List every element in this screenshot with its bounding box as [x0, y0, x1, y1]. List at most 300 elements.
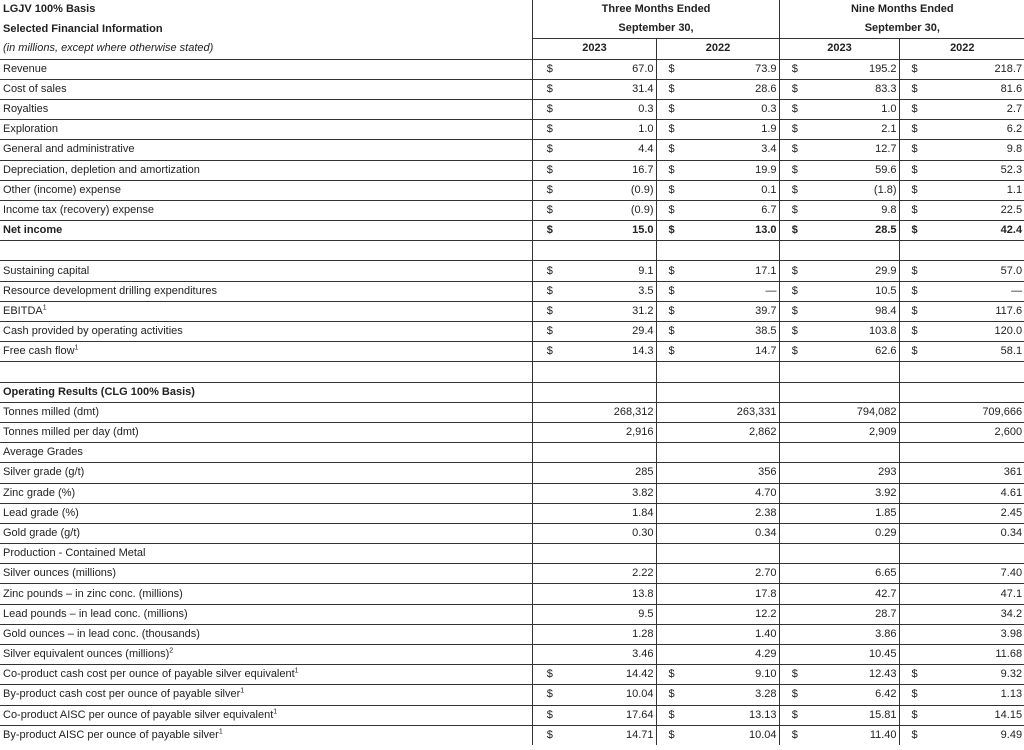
- currency-symbol: [656, 645, 686, 665]
- currency-symbol: [656, 523, 686, 543]
- currency-symbol: $: [899, 160, 929, 180]
- currency-symbol: [779, 564, 809, 584]
- value-q-2022: 1.9: [686, 120, 779, 140]
- table-row: [0, 382, 1024, 402]
- value-ytd-2022: 58.1: [929, 342, 1024, 362]
- value-q-2022: 356: [686, 463, 779, 483]
- three-months-period: September 30,: [532, 19, 779, 39]
- value-q-2023: 29.4: [566, 322, 656, 342]
- currency-symbol: $: [656, 301, 686, 321]
- value-q-2023: 3.46: [566, 645, 656, 665]
- currency-symbol: $: [899, 301, 929, 321]
- value-ytd-2023: 293: [809, 463, 899, 483]
- value-ytd-2022: 22.5: [929, 200, 1024, 220]
- currency-symbol: [899, 443, 929, 463]
- currency-symbol: [899, 624, 929, 644]
- value-q-2022: 4.70: [686, 483, 779, 503]
- currency-symbol: [532, 564, 566, 584]
- value-ytd-2023: 3.92: [809, 483, 899, 503]
- currency-symbol: $: [899, 705, 929, 725]
- row-label: By-product cash cost per ounce of payable silver$^1$: [0, 685, 532, 705]
- nine-months-period: September 30,: [779, 19, 1024, 39]
- q-2022-header: 2022: [656, 39, 779, 59]
- currency-symbol: [656, 604, 686, 624]
- currency-symbol: $: [899, 99, 929, 119]
- value-ytd-2022: 34.2: [929, 604, 1024, 624]
- row-label: Tonnes milled per day (dmt): [0, 422, 532, 442]
- value-q-2023: [566, 544, 656, 564]
- currency-symbol: [899, 564, 929, 584]
- currency-symbol: $: [532, 59, 566, 79]
- currency-symbol: $: [779, 322, 809, 342]
- value-q-2022: 38.5: [686, 322, 779, 342]
- currency-symbol: [532, 443, 566, 463]
- row-label: Production - Contained Metal: [0, 544, 532, 564]
- currency-symbol: $: [656, 140, 686, 160]
- currency-symbol: $: [779, 140, 809, 160]
- value-q-2022: 39.7: [686, 301, 779, 321]
- spacer-row: [0, 362, 1024, 382]
- currency-symbol: $: [779, 180, 809, 200]
- row-label: Cash provided by operating activities: [0, 322, 532, 342]
- currency-symbol: [899, 422, 929, 442]
- table-row: [0, 645, 1024, 665]
- value-q-2023: 17.64: [566, 705, 656, 725]
- currency-symbol: $: [656, 725, 686, 745]
- currency-symbol: $: [899, 342, 929, 362]
- currency-symbol: $: [532, 301, 566, 321]
- row-label: Exploration: [0, 120, 532, 140]
- footnote-marker: 1: [294, 667, 299, 675]
- currency-symbol: [779, 523, 809, 543]
- currency-symbol: [899, 402, 929, 422]
- currency-symbol: [779, 483, 809, 503]
- currency-symbol: [656, 544, 686, 564]
- value-ytd-2023: 42.7: [809, 584, 899, 604]
- value-ytd-2023: 0.29: [809, 523, 899, 543]
- value-ytd-2023: [809, 443, 899, 463]
- currency-symbol: [779, 463, 809, 483]
- currency-symbol: [656, 503, 686, 523]
- value-q-2023: 3.82: [566, 483, 656, 503]
- currency-symbol: [899, 544, 929, 564]
- value-q-2022: 0.3: [686, 99, 779, 119]
- row-label: Gold grade (g/t): [0, 523, 532, 543]
- currency-symbol: [899, 241, 929, 261]
- currency-symbol: [656, 241, 686, 261]
- value-ytd-2022: 2.45: [929, 503, 1024, 523]
- currency-symbol: [656, 422, 686, 442]
- value-ytd-2023: 28.7: [809, 604, 899, 624]
- value-q-2022: 19.9: [686, 160, 779, 180]
- currency-symbol: $: [656, 665, 686, 685]
- currency-symbol: $: [779, 281, 809, 301]
- table-row: [0, 261, 1024, 281]
- row-label: Average Grades: [0, 443, 532, 463]
- table-row: [0, 79, 1024, 99]
- currency-symbol: [899, 645, 929, 665]
- table-row: [0, 59, 1024, 79]
- currency-symbol: $: [779, 301, 809, 321]
- table-note: (in millions, except where otherwise stated): [0, 39, 532, 59]
- value-ytd-2022: 361: [929, 463, 1024, 483]
- row-label: General and administrative: [0, 140, 532, 160]
- currency-symbol: $: [656, 705, 686, 725]
- value-q-2022: [686, 544, 779, 564]
- table-row: [0, 99, 1024, 119]
- value-q-2023: 13.8: [566, 584, 656, 604]
- footnote-marker: 1: [42, 304, 47, 312]
- row-label: Silver equivalent ounces (millions)$^2$: [0, 645, 532, 665]
- value-ytd-2022: 9.8: [929, 140, 1024, 160]
- row-label: [0, 241, 532, 261]
- value-ytd-2023: 794,082: [809, 402, 899, 422]
- value-q-2022: 0.1: [686, 180, 779, 200]
- value-ytd-2022: [929, 362, 1024, 382]
- value-q-2023: (0.9): [566, 180, 656, 200]
- currency-symbol: [899, 523, 929, 543]
- currency-symbol: $: [899, 221, 929, 241]
- currency-symbol: [532, 362, 566, 382]
- currency-symbol: $: [899, 685, 929, 705]
- value-ytd-2023: 6.42: [809, 685, 899, 705]
- table-row: [0, 604, 1024, 624]
- currency-symbol: [779, 645, 809, 665]
- row-label: Co-product cash cost per ounce of payable silver equivalent$^1$: [0, 665, 532, 685]
- currency-symbol: [779, 402, 809, 422]
- value-ytd-2023: 1.85: [809, 503, 899, 523]
- currency-symbol: $: [656, 79, 686, 99]
- table-row: [0, 120, 1024, 140]
- value-q-2023: 0.3: [566, 99, 656, 119]
- currency-symbol: [899, 584, 929, 604]
- value-q-2023: 31.2: [566, 301, 656, 321]
- spacer-row: [0, 241, 1024, 261]
- value-q-2023: 1.28: [566, 624, 656, 644]
- header-row-2: [0, 19, 1024, 39]
- header-row-3: [0, 39, 1024, 59]
- value-ytd-2023: 3.86: [809, 624, 899, 644]
- currency-symbol: $: [532, 261, 566, 281]
- value-q-2023: 14.71: [566, 725, 656, 745]
- table-row: [0, 160, 1024, 180]
- table-row: [0, 443, 1024, 463]
- value-q-2023: 4.4: [566, 140, 656, 160]
- currency-symbol: $: [656, 160, 686, 180]
- value-q-2022: [686, 362, 779, 382]
- row-label: Sustaining capital: [0, 261, 532, 281]
- currency-symbol: $: [899, 140, 929, 160]
- value-ytd-2023: 1.0: [809, 99, 899, 119]
- table-row: [0, 725, 1024, 745]
- value-ytd-2022: 11.68: [929, 645, 1024, 665]
- table-row: [0, 322, 1024, 342]
- currency-symbol: $: [656, 281, 686, 301]
- value-q-2023: 268,312: [566, 402, 656, 422]
- value-ytd-2023: 11.40: [809, 725, 899, 745]
- value-ytd-2022: 0.34: [929, 523, 1024, 543]
- value-ytd-2022: [929, 443, 1024, 463]
- currency-symbol: [532, 624, 566, 644]
- currency-symbol: $: [779, 79, 809, 99]
- table-title: LGJV 100% Basis: [0, 0, 532, 19]
- table-row: [0, 221, 1024, 241]
- value-ytd-2023: 62.6: [809, 342, 899, 362]
- currency-symbol: [532, 422, 566, 442]
- value-q-2023: [566, 241, 656, 261]
- footnote-marker: 1: [273, 708, 278, 715]
- currency-symbol: $: [779, 221, 809, 241]
- table-row: [0, 281, 1024, 301]
- currency-symbol: $: [532, 281, 566, 301]
- row-label: Operating Results (CLG 100% Basis): [0, 382, 532, 402]
- currency-symbol: $: [779, 200, 809, 220]
- currency-symbol: $: [656, 261, 686, 281]
- value-ytd-2023: 2.1: [809, 120, 899, 140]
- currency-symbol: $: [532, 322, 566, 342]
- value-q-2023: 285: [566, 463, 656, 483]
- footnote-marker: 1: [240, 687, 245, 695]
- table-row: [0, 665, 1024, 685]
- value-ytd-2022: 2,600: [929, 422, 1024, 442]
- currency-symbol: $: [656, 221, 686, 241]
- value-ytd-2023: [809, 544, 899, 564]
- value-ytd-2022: 47.1: [929, 584, 1024, 604]
- currency-symbol: [779, 382, 809, 402]
- currency-symbol: $: [532, 140, 566, 160]
- table-row: [0, 624, 1024, 644]
- row-label: Free cash flow$^1$: [0, 342, 532, 362]
- currency-symbol: $: [656, 120, 686, 140]
- row-label: Net income: [0, 221, 532, 241]
- table-row: [0, 200, 1024, 220]
- currency-symbol: $: [899, 120, 929, 140]
- value-q-2022: 17.8: [686, 584, 779, 604]
- row-label: Zinc pounds – in zinc conc. (millions): [0, 584, 532, 604]
- value-ytd-2022: 6.2: [929, 120, 1024, 140]
- value-q-2023: 31.4: [566, 79, 656, 99]
- value-q-2023: [566, 443, 656, 463]
- value-q-2023: 14.42: [566, 665, 656, 685]
- row-label: Tonnes milled (dmt): [0, 402, 532, 422]
- value-q-2022: 2,862: [686, 422, 779, 442]
- currency-symbol: [656, 564, 686, 584]
- row-label: Silver ounces (millions): [0, 564, 532, 584]
- currency-symbol: [779, 544, 809, 564]
- table-row: [0, 140, 1024, 160]
- currency-symbol: [899, 604, 929, 624]
- currency-symbol: $: [779, 725, 809, 745]
- currency-symbol: [532, 503, 566, 523]
- value-q-2023: 3.5: [566, 281, 656, 301]
- value-ytd-2022: 2.7: [929, 99, 1024, 119]
- currency-symbol: $: [779, 120, 809, 140]
- value-ytd-2023: 12.43: [809, 665, 899, 685]
- currency-symbol: $: [899, 180, 929, 200]
- currency-symbol: [779, 624, 809, 644]
- currency-symbol: $: [532, 342, 566, 362]
- value-q-2022: 2.38: [686, 503, 779, 523]
- value-ytd-2023: 83.3: [809, 79, 899, 99]
- currency-symbol: [656, 584, 686, 604]
- currency-symbol: [532, 241, 566, 261]
- currency-symbol: $: [899, 79, 929, 99]
- currency-symbol: [532, 523, 566, 543]
- value-ytd-2022: —: [929, 281, 1024, 301]
- currency-symbol: [656, 362, 686, 382]
- table-row: [0, 402, 1024, 422]
- value-q-2022: [686, 443, 779, 463]
- currency-symbol: $: [532, 221, 566, 241]
- value-ytd-2023: 98.4: [809, 301, 899, 321]
- nine-months-header: Nine Months Ended: [850, 3, 954, 16]
- value-q-2023: 16.7: [566, 160, 656, 180]
- currency-symbol: $: [532, 120, 566, 140]
- currency-symbol: [779, 241, 809, 261]
- value-q-2022: [686, 241, 779, 261]
- value-ytd-2023: 12.7: [809, 140, 899, 160]
- table-row: [0, 584, 1024, 604]
- currency-symbol: $: [532, 79, 566, 99]
- value-ytd-2022: 81.6: [929, 79, 1024, 99]
- currency-symbol: $: [779, 261, 809, 281]
- value-q-2022: 2.70: [686, 564, 779, 584]
- value-ytd-2022: 57.0: [929, 261, 1024, 281]
- value-q-2023: 0.30: [566, 523, 656, 543]
- row-label: [0, 362, 532, 382]
- currency-symbol: $: [532, 200, 566, 220]
- value-ytd-2023: [809, 241, 899, 261]
- header-row-1: [0, 0, 1024, 19]
- value-q-2022: 13.0: [686, 221, 779, 241]
- footnote-marker: 1: [218, 728, 223, 736]
- currency-symbol: [899, 362, 929, 382]
- table-row: [0, 180, 1024, 200]
- value-ytd-2023: 10.5: [809, 281, 899, 301]
- currency-symbol: $: [899, 261, 929, 281]
- value-ytd-2022: 14.15: [929, 705, 1024, 725]
- value-q-2022: 9.10: [686, 665, 779, 685]
- currency-symbol: [899, 483, 929, 503]
- value-q-2023: [566, 362, 656, 382]
- value-q-2023: (0.9): [566, 200, 656, 220]
- value-ytd-2022: 4.61: [929, 483, 1024, 503]
- footnote-marker: 1: [74, 344, 79, 352]
- row-label: By-product AISC per ounce of payable silver$^1$: [0, 725, 532, 745]
- value-q-2023: 10.04: [566, 685, 656, 705]
- value-q-2022: 28.6: [686, 79, 779, 99]
- currency-symbol: $: [899, 322, 929, 342]
- value-q-2023: [566, 382, 656, 402]
- table-row: [0, 705, 1024, 725]
- currency-symbol: [656, 402, 686, 422]
- currency-symbol: [532, 584, 566, 604]
- currency-symbol: $: [779, 705, 809, 725]
- currency-symbol: $: [899, 281, 929, 301]
- currency-symbol: [779, 443, 809, 463]
- currency-symbol: $: [656, 200, 686, 220]
- row-label: Revenue: [0, 59, 532, 79]
- row-label: Gold ounces – in lead conc. (thousands): [0, 624, 532, 644]
- value-q-2023: 67.0: [566, 59, 656, 79]
- table-row: [0, 463, 1024, 483]
- currency-symbol: [656, 443, 686, 463]
- currency-symbol: $: [532, 99, 566, 119]
- currency-symbol: [532, 463, 566, 483]
- table-row: [0, 422, 1024, 442]
- table-row: [0, 503, 1024, 523]
- currency-symbol: [779, 503, 809, 523]
- value-ytd-2023: 6.65: [809, 564, 899, 584]
- value-ytd-2023: [809, 362, 899, 382]
- value-ytd-2022: 9.32: [929, 665, 1024, 685]
- q-2023-header: 2023: [532, 39, 656, 59]
- value-q-2023: 9.5: [566, 604, 656, 624]
- table-row: [0, 301, 1024, 321]
- value-ytd-2023: 103.8: [809, 322, 899, 342]
- value-q-2022: [686, 382, 779, 402]
- value-ytd-2023: 195.2: [809, 59, 899, 79]
- currency-symbol: [899, 463, 929, 483]
- value-q-2022: 17.1: [686, 261, 779, 281]
- value-q-2022: 1.40: [686, 624, 779, 644]
- value-ytd-2022: 52.3: [929, 160, 1024, 180]
- currency-symbol: $: [532, 180, 566, 200]
- table-row: [0, 564, 1024, 584]
- row-label: Co-product AISC per ounce of payable silver equivalent$^1$: [0, 705, 532, 725]
- value-q-2023: 2.22: [566, 564, 656, 584]
- currency-symbol: $: [779, 665, 809, 685]
- value-ytd-2022: 120.0: [929, 322, 1024, 342]
- value-q-2023: 15.0: [566, 221, 656, 241]
- value-ytd-2023: 59.6: [809, 160, 899, 180]
- value-ytd-2022: 1.1: [929, 180, 1024, 200]
- currency-symbol: $: [532, 685, 566, 705]
- value-ytd-2022: 117.6: [929, 301, 1024, 321]
- value-ytd-2023: 2,909: [809, 422, 899, 442]
- value-q-2023: 1.84: [566, 503, 656, 523]
- three-months-header: Three Months Ended: [532, 0, 779, 19]
- value-ytd-2022: 1.13: [929, 685, 1024, 705]
- value-ytd-2023: (1.8): [809, 180, 899, 200]
- currency-symbol: $: [532, 160, 566, 180]
- currency-symbol: $: [779, 59, 809, 79]
- row-label: Lead pounds – in lead conc. (millions): [0, 604, 532, 624]
- currency-symbol: [532, 645, 566, 665]
- table-row: [0, 685, 1024, 705]
- row-label: Zinc grade (%): [0, 483, 532, 503]
- currency-symbol: [656, 463, 686, 483]
- value-ytd-2023: 10.45: [809, 645, 899, 665]
- currency-symbol: $: [899, 200, 929, 220]
- row-label: Resource development drilling expenditures: [0, 281, 532, 301]
- currency-symbol: $: [656, 99, 686, 119]
- table-row: [0, 342, 1024, 362]
- row-label: Royalties: [0, 99, 532, 119]
- currency-symbol: [656, 624, 686, 644]
- currency-symbol: $: [899, 59, 929, 79]
- value-q-2023: 1.0: [566, 120, 656, 140]
- value-q-2023: 2,916: [566, 422, 656, 442]
- ytd-2023-header: 2023: [779, 39, 899, 59]
- row-label: Silver grade (g/t): [0, 463, 532, 483]
- value-ytd-2022: [929, 544, 1024, 564]
- currency-symbol: $: [779, 342, 809, 362]
- value-q-2022: 13.13: [686, 705, 779, 725]
- currency-symbol: $: [899, 665, 929, 685]
- value-ytd-2023: 28.5: [809, 221, 899, 241]
- value-q-2022: 0.34: [686, 523, 779, 543]
